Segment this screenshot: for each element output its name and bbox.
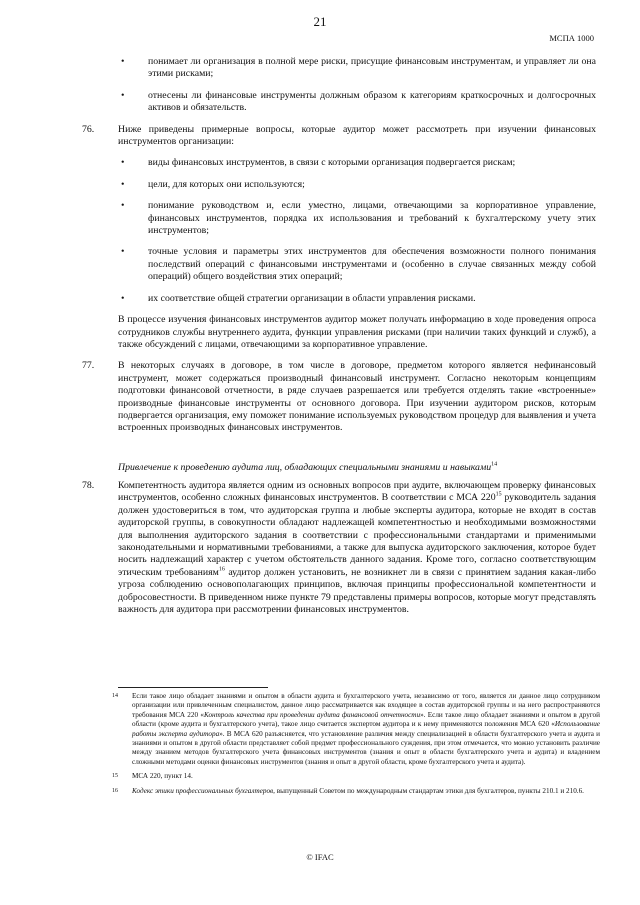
footnote-ref: 16 (218, 566, 225, 573)
footnote-divider (118, 687, 268, 688)
main-content (82, 56, 596, 444)
list-item: • точные условия и параметры этих инструментов для обеспечения возможности полного понимания последствий операций с финансовыми инструментами и (особенно в случае связанных между собой операций) общего воздействия этих операций; (121, 246, 596, 283)
footnote-ref: 15 (495, 492, 502, 499)
section-heading: Привлечение к проведению аудита лиц, обладающих специальными знаниями и навыками$^{14}$ (118, 461, 498, 473)
paragraph-number: 77. (82, 360, 95, 372)
list-item: • понимание руководством и, если уместно, лицами, отвечающими за корпоративное управление, финансовых инструментов, порядка их использования и требований к бухгалтерскому учету этих инструментов; (121, 200, 596, 237)
list-item: • понимает ли организация в полной мере риски, присущие финансовым инструментам, и управляет ли она этими рисками; (121, 56, 596, 80)
bullet-icon: • (121, 200, 125, 212)
bullet-icon: • (121, 89, 125, 101)
footnote-16: 16 Кодекс этики профессиональных бухгалтеров, выпущенный Советом по международным стандартам этики для бухгалтеров, пункты 210.1 и 210.6. (112, 786, 584, 795)
footnote-number: 14 (112, 693, 118, 699)
document-code: МСПА 1000 (549, 33, 594, 43)
bullet-icon: • (121, 157, 125, 169)
bullet-icon: • (121, 246, 125, 258)
bullet-icon: • (121, 178, 125, 190)
paragraph-number: 78. (82, 480, 95, 491)
copyright-footer: © IFAC (306, 852, 334, 862)
paragraph-78: 78. Компетентность аудитора является одним из основных вопросов при аудите, включающем проверку финансовых инструментов, особенно сложных финансовых инструментов. В соответствии с МСА $220^{15}$ руководитель задания должен удостовериться в том, что аудиторская группа и любые эксперты аудитора, которые не входят в состав аудиторской группы, в совокупности обладают надлежащей компетентностью и необходимыми возможностями для выполнения аудиторского задания в соответствии с профессиональными стандартами и применимыми законодательными и нормативными требованиями, а также для выпуска аудиторского заключения, которое будет носить надлежащий характер с учетом обстоятельств данного задания. Кроме того, согласно соответствующим этическим требованиям$^{16}$ аудитор должен установить, не возникнет ли в связи с принятием задания какая-либо угроза соблюдению основополагающих принципов, включая принципы профессиональной компетентности и добросовестности. В приведенном ниже пункте 79 представлены примеры вопросов, которые могут представлять важность для аудитора при рассмотрении финансовых инструментов. (82, 480, 596, 616)
footnote-number: 15 (112, 773, 118, 780)
paragraph-76-continuation: В процессе изучения финансовых инструментов аудитор может получать информацию в ходе проведения опроса сотрудников службы внутреннего аудита, функции управления рисками (при наличии таких функций и служб), а также обсуждений с лицами, отвечающими за корпоративное управление. (118, 314, 596, 350)
footnote-ref: 14 (491, 461, 498, 468)
footnotes (112, 692, 600, 801)
footnote-15: 15 МСА 220, пункт 14. (112, 772, 193, 781)
paragraph-76: 76. Ниже приведены примерные вопросы, которые аудитор может рассмотреть при изучении финансовых инструментов организации: (82, 123, 596, 148)
footnote-number: 16 (112, 787, 118, 794)
list-item: • отнесены ли финансовые инструменты должным образом к категориям краткосрочных и долгосрочных активов и обязательств. (121, 89, 596, 114)
paragraph-77: 77. В некоторых случаях в договоре, в том числе в договоре, предметом которого является нефинансовый инструмент, может содержаться производный финансовый инструмент. Согласно некоторым концепциям подготовки финансовой отчетности, в ряде случаев разрешается или требуется отделять такие «встроенные» производные финансовые инструменты от основного договора. При изучении аудитором рисков, которым подвергается организация, ему поможет понимание используемых руководством процедур для выявления и учета встроенных производных финансовых инструментов. (82, 360, 596, 434)
paragraph-number: 76. (82, 123, 95, 135)
bullet-icon: • (121, 292, 125, 304)
list-item: • цели, для которых они используются; (121, 178, 305, 190)
footnote-14: 14 Если такое лицо обладает знаниями и опытом в области аудита и бухгалтерского учета, независимо от того, является ли данное лицо сотрудником организации или привлеченным специалистом, данное лицо рассматривается как входящее в состав аудиторской группы и на него распространяются требования МСА 220 «Контроль качества при проведении аудита финансовой отчетности». Если такое лицо обладает знаниями и опытом в другой области (кроме аудита и бухгалтерского учета), такое лицо считается экспертом аудитора и к нему применяются положения МСА 620 «Использование работы эксперта аудитора». В МСА 620 разъясняется, что установление различия между специализацией в области бухгалтерского учета и аудита и знаниями и опытом в другой области представляет собой предмет профессионального суждения, при этом отмечается, что можно установить различие между знанием методов бухгалтерского учета финансовых инструментов (знания и опыт в области бухгалтерского учета и аудита) и владением сложными методами оценки финансовых инструментов (знания и опыт в другой области, кроме бухгалтерского учета и аудита). (112, 692, 600, 766)
page-number: 21 (313, 14, 327, 29)
bullet-icon: • (121, 56, 125, 67)
list-item: • виды финансовых инструментов, в связи с которыми организация подвергается рискам; (121, 157, 516, 169)
list-item: • их соответствие общей стратегии организации в области управления рисками. (121, 292, 476, 304)
main-content-lower (82, 480, 596, 625)
